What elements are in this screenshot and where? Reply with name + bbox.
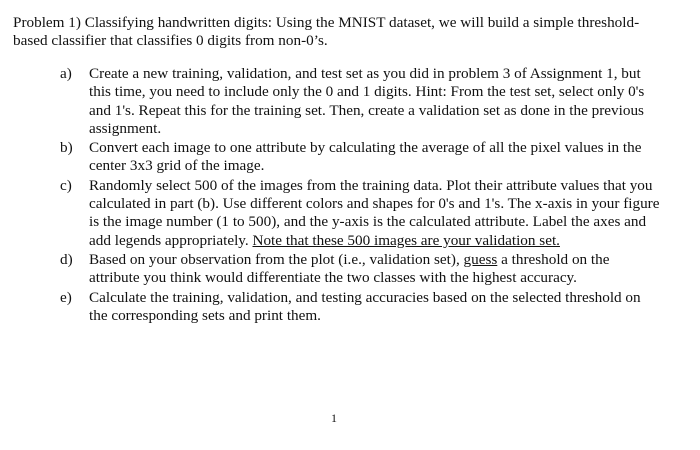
problem-title: Problem 1) Classifying handwritten digits: Using the MNIST dataset, we will build a simple threshold-based classifier that classifies 0 digits from non-0’s.: [13, 14, 640, 50]
subquestion-list: [60, 65, 660, 326]
subquestion-c-label: c): [60, 176, 72, 194]
subquestion-a-text: Create a new training, validation, and test set as you did in problem 3 of Assignment 1, but this time, you need to include only the 0 and 1 digits. Hint: From the test set, select only 0's and 1's. Repeat this for the training set. Then, create a validation set as done in the previous assignment.: [89, 65, 645, 137]
subquestion-e: [60, 289, 660, 326]
subquestion-a-label: a): [60, 65, 72, 82]
subquestion-d-underlined-word: guess: [463, 250, 498, 268]
subquestion-d-label: d): [60, 250, 73, 268]
subquestion-d-text-after: a threshold on the attribute you think would differentiate the two classes with the highest accuracy.: [89, 250, 610, 287]
subquestion-d-text-before: Based on your observation from the plot (i.e., validation set),: [89, 250, 464, 268]
subquestion-b-label: b): [60, 139, 73, 157]
page-number: 1: [331, 411, 337, 425]
subquestion-e-label: e): [60, 288, 72, 306]
subquestion-b: [60, 139, 660, 176]
subquestion-b-text: Convert each image to one attribute by calculating the average of all the pixel values in the center 3x3 grid of the image.: [89, 139, 642, 175]
subquestion-a: [60, 65, 660, 138]
subquestion-c: [60, 177, 660, 250]
subquestion-e-text: Calculate the training, validation, and testing accuracies based on the selected threshold on the corresponding sets and print them.: [89, 288, 641, 324]
subquestion-d: [60, 251, 660, 288]
subquestion-c-underlined-note: Note that these 500 images are your validation set.: [252, 231, 560, 249]
subquestion-c-text: Randomly select 500 of the images from the training data. Plot their attribute values that you calculated in part (b). Use different colors and shapes for 0's and 1's. The x-axis in your figure is the image number (1 to 500), and the y-axis is the calculated attribute. Label the axes and add legends appropriately.: [89, 176, 660, 249]
